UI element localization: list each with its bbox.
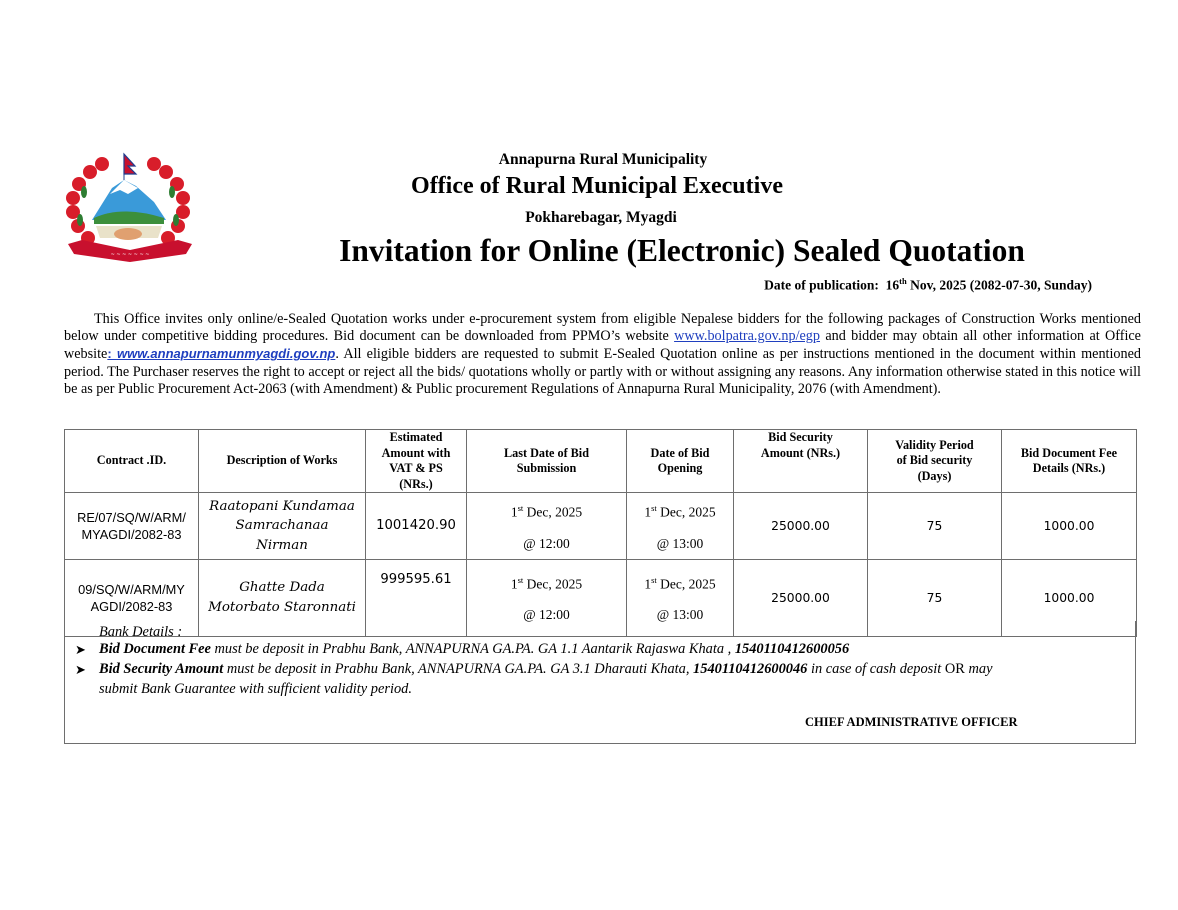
publication-day-suffix: th xyxy=(899,276,907,286)
bid-security-amount: 25000.00 xyxy=(734,559,868,636)
svg-text:~ ~ ~ ~ ~ ~ ~: ~ ~ ~ ~ ~ ~ ~ xyxy=(110,252,150,258)
publication-date-rest: Nov, 2025 (2082-07-30, Sunday) xyxy=(906,277,1092,293)
publication-day: 16 xyxy=(885,277,900,293)
nepal-government-emblem-icon xyxy=(62,150,198,268)
submission-date: Dec, 2025 xyxy=(523,504,583,520)
security-text-2: in case of cash deposit xyxy=(807,661,945,677)
bank-details-title: Bank Details : xyxy=(99,624,183,640)
description-line: Samrachanaa xyxy=(235,518,329,533)
bank-details-box xyxy=(64,621,1136,744)
opening-date: Dec, 2025 xyxy=(656,504,716,520)
description-line: Ghatte Dada xyxy=(239,580,325,595)
bank-fee-line xyxy=(99,641,849,658)
arrowhead-bullet-icon: ➤ xyxy=(75,662,86,677)
validity-days: 75 xyxy=(868,559,1002,636)
description-line: Nirman xyxy=(256,537,308,553)
submission-day: 1 xyxy=(510,576,518,592)
header-opening-date: Date of Bid Opening xyxy=(627,430,734,493)
bank-security-line-2: submit Bank Guarantee with sufficient validity period. xyxy=(99,681,412,697)
fee-label: Bid Document Fee xyxy=(99,641,211,657)
table-row xyxy=(65,493,1137,560)
submission-time: @ 12:00 xyxy=(523,535,570,551)
paragraph-part-1: This Office invites only online/e-Sealed Quotation works under e-procurement system from eligible Nepalese bidders for the following packages of Construction Works mentioned below under competitive bidding procedures. Bid document can be downloaded from PPMO’s website xyxy=(64,311,1141,345)
office-website-link[interactable]: www.annapurnamunmyagdi.gov.np xyxy=(116,346,336,362)
colon: : xyxy=(107,346,117,362)
submission-day-suffix: st xyxy=(517,503,524,513)
validity-days: 75 xyxy=(868,493,1002,560)
submission-date-cell xyxy=(467,493,627,560)
estimated-amount: 999595.61 xyxy=(366,559,467,636)
security-account-number: 1540110412600046 xyxy=(693,661,808,677)
contract-id-cell xyxy=(65,493,199,560)
paragraph-part-2: and bidder may obtain all other information at Office website xyxy=(64,328,1141,363)
bid-security-amount: 25000.00 xyxy=(734,493,868,560)
submission-date: Dec, 2025 xyxy=(523,576,583,592)
header-last-date: Last Date of Bid Submission xyxy=(467,430,627,493)
description-line: Raatopani Kundamaa xyxy=(209,498,355,514)
contract-id-line: RE/07/SQ/W/ARM/ xyxy=(77,509,186,525)
office-location: Pokharebagar, Myagdi xyxy=(525,209,677,226)
opening-time: @ 13:00 xyxy=(656,607,704,623)
security-label: Bid Security Amount xyxy=(99,661,224,677)
contract-id-line: MYAGDI/2082-83 xyxy=(81,526,182,542)
fee-text: must be deposit in Prabhu Bank, ANNAPURNA GA.PA. GA 1.1 Aantarik Rajaswa Khata , xyxy=(210,641,735,657)
arrowhead-bullet-icon: ➤ xyxy=(75,642,86,657)
quotation-table xyxy=(64,429,1137,637)
header-fee: Bid Document Fee Details (NRs.) xyxy=(1002,430,1137,493)
nepal-government-emblem xyxy=(62,150,198,268)
header-estimated-amount: Estimated Amount with VAT & PS (NRs.) xyxy=(366,430,467,493)
office-name: Office of Rural Municipal Executive xyxy=(411,173,783,199)
table-header-row xyxy=(65,430,1137,493)
opening-day-suffix: st xyxy=(651,574,657,585)
paragraph-part-3: . All eligible bidders are requested to submit E-Sealed Quotation online as per instructions mentioned in the document within mentioned period. The Purchaser reserves the right to accept or reject all the bids/ quotations wholly or partly with or without assigning any reasons. Any information otherwise stated in this notice will be as per Public Procurement Act-2063 (with Amendment) & Public procurement Regulations of Annapurna Rural Municipality, 2076 (with Amendment). xyxy=(64,346,1141,397)
publication-date xyxy=(764,276,1092,294)
submission-day-suffix: st xyxy=(517,574,524,585)
opening-day: 1 xyxy=(644,576,652,592)
description-cell xyxy=(199,493,366,560)
security-text-3: may xyxy=(964,661,993,677)
opening-time: @ 13:00 xyxy=(656,535,704,551)
estimated-amount: 1001420.90 xyxy=(366,493,467,560)
header-validity: Validity Period of Bid security (Days) xyxy=(868,430,1002,493)
bolpatra-link[interactable]: www.bolpatra.gov.np/egp xyxy=(674,328,820,345)
page-title: Invitation for Online (Electronic) Sealed Quotation xyxy=(339,233,1025,268)
document-fee: 1000.00 xyxy=(1002,493,1137,560)
contract-id-line: 09/SQ/W/ARM/MY xyxy=(78,581,185,597)
bank-security-line xyxy=(99,661,992,678)
document-fee: 1000.00 xyxy=(1002,559,1137,636)
security-text: must be deposit in Prabhu Bank, ANNAPURNA GA.PA. GA 3.1 Dharauti Khata, xyxy=(223,661,694,677)
notice-paragraph xyxy=(64,311,1141,398)
opening-date-cell xyxy=(627,493,734,560)
submission-time: @ 12:00 xyxy=(523,607,570,623)
description-line: Motorbato Staronnati xyxy=(208,599,356,615)
municipality-name: Annapurna Rural Municipality xyxy=(498,151,708,168)
header-bid-security: Bid Security Amount (NRs.) xyxy=(734,430,868,493)
security-or: OR xyxy=(944,661,965,677)
opening-day-suffix: st xyxy=(651,503,657,513)
submission-day: 1 xyxy=(510,504,518,520)
contract-id-line: AGDI/2082-83 xyxy=(90,598,173,614)
signatory-title: CHIEF ADMINISTRATIVE OFFICER xyxy=(805,715,1018,729)
opening-day: 1 xyxy=(644,504,652,520)
opening-date: Dec, 2025 xyxy=(656,576,716,592)
header-contract-id: Contract .ID. xyxy=(65,430,199,493)
fee-account-number: 1540110412600056 xyxy=(734,641,850,657)
publication-date-label: Date of publication: xyxy=(764,277,879,293)
header-description: Description of Works xyxy=(199,430,366,493)
